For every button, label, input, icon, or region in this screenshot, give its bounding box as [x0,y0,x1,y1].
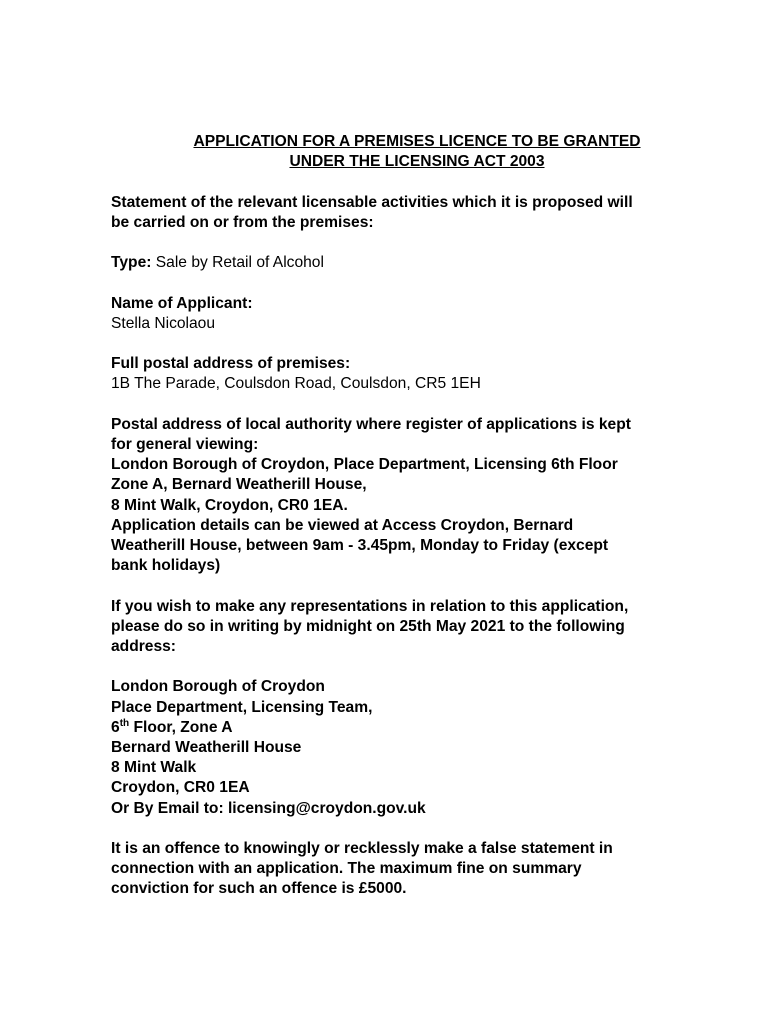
address-line: Bernard Weatherill House [111,738,302,756]
text-line: London Borough of Croydon, Place Department, Licensing 6th Floor [111,456,618,474]
type-value: Sale by Retail of Alcohol [151,254,324,272]
applicant-label: Name of Applicant: [111,294,253,312]
statement-heading [111,193,731,233]
premises-value: 1B The Parade, Coulsdon Road, Coulsdon, CR5 1EH [111,375,481,393]
premises-block [111,354,731,394]
text-line: address: [111,637,177,655]
email-line: Or By Email to: licensing@croydon.gov.uk [111,799,426,817]
address-line: Place Department, Licensing Team, [111,698,373,716]
offence-warning [111,839,731,900]
text-line: please do so in writing by midnight on 25th May 2021 to the following [111,617,625,635]
representations-block [111,597,731,658]
spacer [111,273,731,293]
spacer [111,819,731,839]
text-line: Postal address of local authority where register of applications is kept [111,415,631,433]
spacer [111,576,731,596]
text-line: for general viewing: [111,435,259,453]
text-line: bank holidays) [111,557,221,575]
text-line: conviction for such an offence is £5000. [111,880,407,898]
text-line: Application details can be viewed at Access Croydon, Bernard [111,516,574,534]
text-line: Statement of the relevant licensable activities which it is proposed will [111,193,633,211]
title-line: UNDER THE LICENSING ACT 2003 [289,153,545,171]
licence-notice [111,132,731,900]
floor-suffix: th [119,717,130,729]
applicant-block [111,294,731,334]
representation-address [111,677,731,818]
floor-rest: Floor, Zone A [129,718,233,736]
text-line: be carried on or from the premises: [111,213,374,231]
address-line: 8 Mint Walk [111,759,197,777]
text-line: If you wish to make any representations in relation to this application, [111,597,629,615]
spacer [111,233,731,253]
type-row [111,253,731,273]
floor-number: 6 [111,718,120,736]
text-line: It is an offence to knowingly or recklessly make a false statement in [111,839,613,857]
text-line: Weatherill House, between 9am - 3.45pm, Monday to Friday (except [111,536,609,554]
spacer [111,395,731,415]
applicant-value: Stella Nicolaou [111,314,216,332]
spacer [111,334,731,354]
authority-block [111,415,731,577]
address-line: London Borough of Croydon [111,678,325,696]
address-line: Croydon, CR0 1EA [111,779,250,797]
text-line: Zone A, Bernard Weatherill House, [111,476,367,494]
spacer [111,657,731,677]
text-line: 8 Mint Walk, Croydon, CR0 1EA. [111,496,348,514]
premises-label: Full postal address of premises: [111,355,351,373]
document-title [111,132,723,172]
type-label: Type: [111,254,152,272]
text-line: connection with an application. The maximum fine on summary [111,860,582,878]
title-line: APPLICATION FOR A PREMISES LICENCE TO BE GRANTED [193,133,641,150]
address-line [111,718,731,738]
spacer [111,172,731,192]
